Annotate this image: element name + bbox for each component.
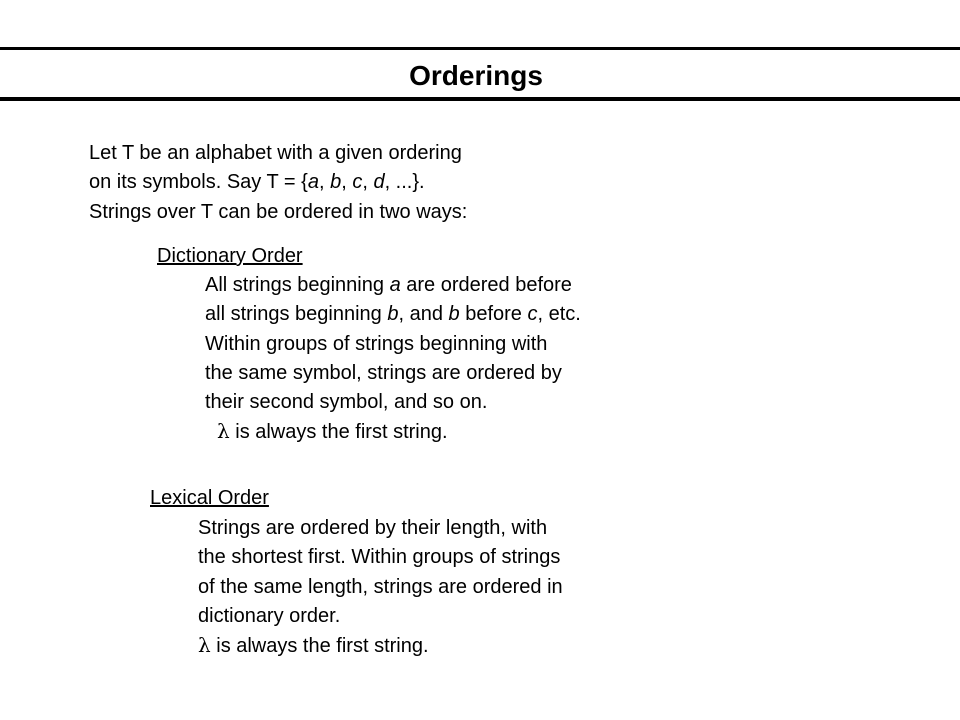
text-segment: the shortest first. Within groups of strings: [198, 546, 561, 569]
dictionary-lambda-text: is always the first string.: [229, 421, 448, 444]
text-line: [198, 602, 563, 631]
lambda-symbol: λ: [198, 633, 211, 658]
lexical-lambda-line: [198, 631, 563, 661]
text-segment: All strings beginning: [205, 274, 390, 296]
text-segment: Strings over T can be ordered in two ways:: [89, 200, 468, 223]
text-segment: their second symbol, and so on.: [205, 391, 488, 414]
text-line: [205, 330, 581, 359]
lexical-lambda-text: is always the first string.: [210, 635, 429, 658]
top-rule: [0, 47, 960, 50]
text-segment: , ...}.: [384, 171, 425, 194]
lexical-order-heading: Lexical Order: [150, 487, 269, 509]
text-segment: before: [459, 303, 528, 326]
text-segment: , etc.: [537, 303, 581, 326]
text-line: [205, 300, 581, 329]
text-segment: dictionary order.: [198, 604, 341, 627]
text-line: [89, 198, 467, 227]
text-segment: all strings beginning: [205, 303, 388, 326]
italic-symbol: a: [307, 171, 319, 194]
text-segment: ,: [341, 171, 353, 194]
bottom-rule: [0, 97, 960, 101]
lexical-order-lines: [198, 514, 563, 631]
text-segment: are ordered before: [400, 274, 572, 296]
text-segment: ,: [362, 171, 374, 194]
text-segment: Within groups of strings beginning with: [205, 332, 548, 355]
dictionary-order-description: [205, 271, 581, 448]
italic-symbol: b: [387, 303, 399, 326]
intro-paragraph: [89, 139, 467, 227]
text-line: [198, 573, 563, 602]
text-segment: ,: [318, 171, 331, 194]
text-line: [205, 359, 581, 388]
dictionary-order-lines: [205, 271, 581, 417]
italic-symbol: b: [330, 171, 342, 194]
text-line: [89, 168, 467, 197]
italic-symbol: a: [389, 274, 401, 296]
text-segment: on its symbols. Say T = {: [89, 171, 308, 194]
text-segment: the same symbol, strings are ordered by: [205, 361, 562, 384]
text-segment: Strings are ordered by their length, with: [198, 517, 548, 539]
text-line: [89, 139, 467, 168]
dictionary-lambda-line: [205, 417, 581, 447]
slide-title: Orderings: [409, 60, 543, 91]
lexical-order-description: [198, 514, 563, 661]
text-line: [205, 388, 581, 417]
lambda-symbol: λ: [217, 419, 230, 444]
italic-symbol: c: [527, 303, 538, 326]
italic-symbol: d: [373, 171, 385, 194]
text-line: [205, 271, 581, 300]
italic-symbol: b: [448, 303, 460, 326]
italic-symbol: c: [352, 171, 363, 194]
text-segment: , and: [398, 303, 449, 326]
text-segment: Let T be an alphabet with a given ordering: [89, 142, 462, 164]
text-line: [198, 514, 563, 543]
text-segment: of the same length, strings are ordered in: [198, 575, 563, 598]
dictionary-order-heading: Dictionary Order: [157, 245, 303, 267]
text-line: [198, 543, 563, 572]
